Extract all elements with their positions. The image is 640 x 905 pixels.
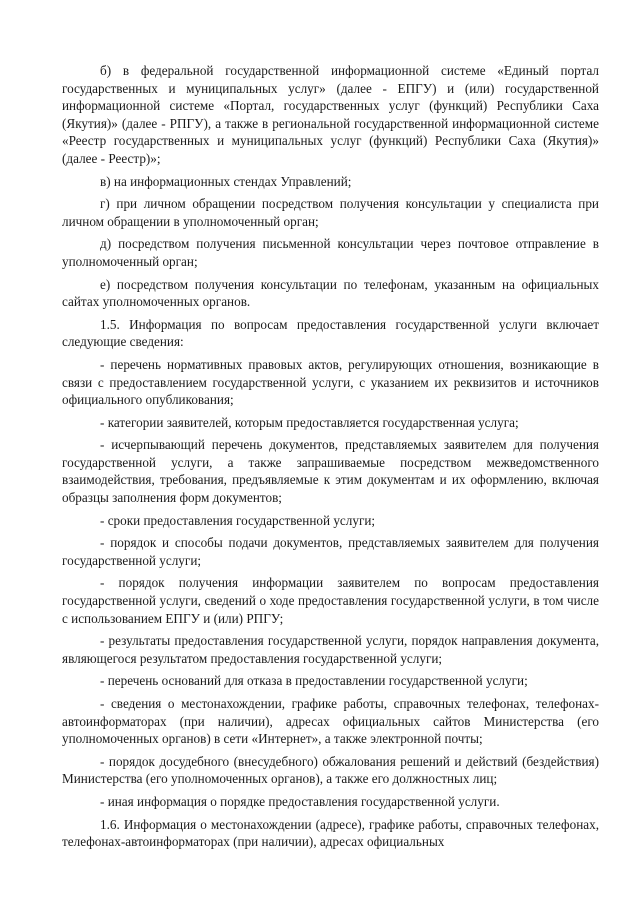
paragraph-info-stands: в) на информационных стендах Управлений; bbox=[100, 173, 352, 189]
list-item-applicant-categories: - категории заявителей, которым предоставляется государственная услуга; bbox=[100, 414, 519, 430]
list-item-document-list: - исчерпывающий перечень документов, представляемых заявителем для получения государственной услуги, а также запрашиваемые посредством межведомственного взаимодействия, требования, предъявляемые к этим документам и их оформлению, включая образцы заполнения форм документов; bbox=[62, 437, 599, 506]
list-item-appeal-procedure: - порядок досудебного (внесудебного) обжалования решений и действий (бездействия) Министерства (его уполномоченных органов), а также его должностных лиц; bbox=[62, 753, 599, 787]
list-item-submission-procedure: - порядок и способы подачи документов, представляемых заявителем для получения государственной услуги; bbox=[62, 535, 599, 568]
document-page bbox=[62, 62, 599, 851]
list-item-results: - результаты предоставления государственной услуги, порядок направления документа, являющегося результатом предоставления государственной услуги; bbox=[62, 633, 599, 666]
list-item-contact-details: - сведения о местонахождении, графике работы, справочных телефонах, телефонах-автоинформаторах (при наличии), адресах официальных сайтов Министерства (его уполномоченных органов) в сети «Интернет», а также электронной почты; bbox=[62, 696, 599, 747]
list-item-refusal-grounds: - перечень оснований для отказа в предоставлении государственной услуги; bbox=[100, 673, 528, 689]
list-item-legal-acts: - перечень нормативных правовых актов, регулирующих отношения, возникающие в связи с предоставлением государственной услуги, с указанием их реквизитов и источников официального опубликования; bbox=[62, 356, 599, 408]
list-item-other-info: - иная информация о порядке предоставления государственной услуги. bbox=[100, 793, 500, 809]
paragraph-written-consultation: д) посредством получения письменной консультации через почтовое отправление в уполномоченный орган; bbox=[62, 236, 599, 269]
list-item-information-procedure: - порядок получения информации заявителем по вопросам предоставления государственной услуги, сведений о ходе предоставления государственной услуги, в том числе с использованием ЕПГУ и (или) РПГУ; bbox=[62, 575, 599, 626]
list-item-deadlines: - сроки предоставления государственной услуги; bbox=[100, 512, 376, 528]
paragraph-info-portals: б) в федеральной государственной информационной системе «Единый портал государственных и муниципальных услуг» (далее - ЕПГУ) и (или) государственной информационной системе «Портал, государственных услуг (функций) Республики Саха (Якутия)» (далее - РПГУ), а также в региональной государственной информационной системе «Реестр государственных и муниципальных услуг (функций) Республики Саха (Якутия)» (далее - Реестр)»; bbox=[62, 63, 599, 166]
paragraph-section-1-6: 1.6. Информация о местонахождении (адресе), графике работы, справочных телефонах, телефонах-автоинформаторах (при наличии), адресах официальных bbox=[62, 816, 599, 850]
paragraph-phone-consultation: е) посредством получения консультации по телефонам, указанным на официальных сайтах уполномоченных органов. bbox=[62, 276, 599, 310]
paragraph-personal-visit: г) при личном обращении посредством получения консультации у специалиста при личном обращении в уполномоченный орган; bbox=[62, 196, 599, 229]
paragraph-section-1-5: 1.5. Информация по вопросам предоставления государственной услуги включает следующие сведения: bbox=[62, 316, 599, 350]
